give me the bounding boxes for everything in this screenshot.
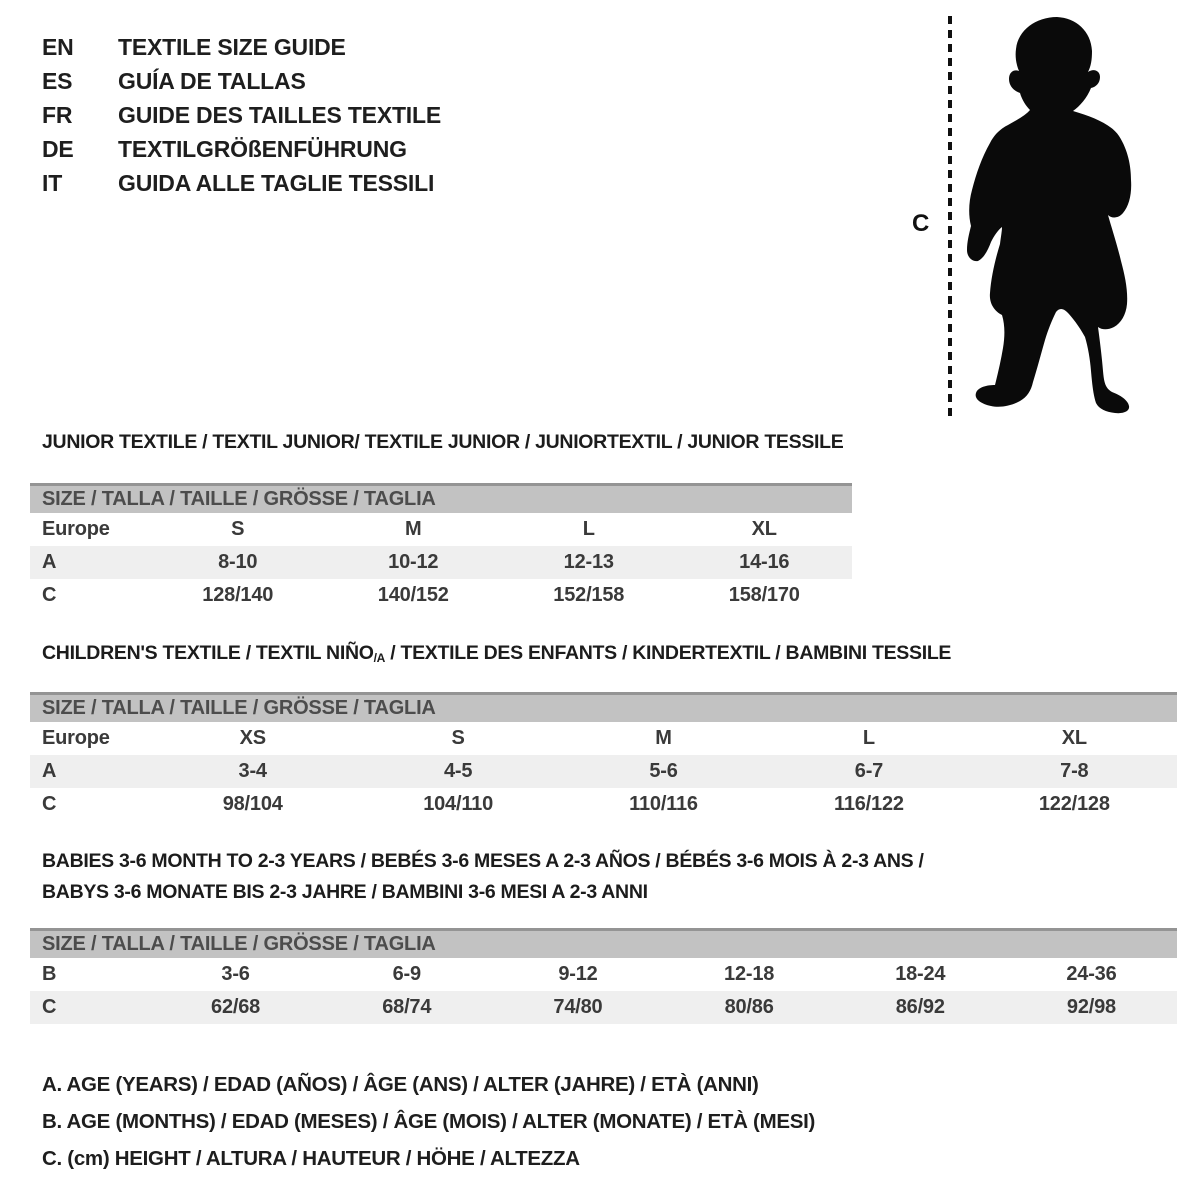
lang-code: EN (42, 34, 74, 60)
toddler-silhouette-icon (963, 14, 1135, 414)
table-cell: M (655, 727, 672, 750)
table-cell: 24-36 (1066, 963, 1117, 985)
section-title: JUNIOR TEXTILE / TEXTIL JUNIOR/ TEXTILE JUNIOR / JUNIORTEXTIL / JUNIOR TESSILE (42, 431, 844, 453)
table-cell: 86/92 (895, 996, 945, 1018)
lang-code: ES (42, 68, 73, 94)
lang-row-es (42, 64, 441, 98)
table-cell: XL (1061, 727, 1087, 750)
size-header-bar: SIZE / TALLA / TAILLE / GRÖSSE / TAGLIA (30, 692, 1177, 722)
table-cell: 128/140 (202, 584, 274, 606)
table-cell: M (405, 518, 422, 540)
table-cell: 12-18 (724, 963, 775, 985)
lang-row-fr (42, 98, 441, 132)
table-cell: 158/170 (728, 584, 800, 606)
table-cell: 140/152 (377, 584, 449, 606)
lang-code: FR (42, 102, 73, 128)
table-cell: S (231, 518, 245, 540)
table-cell: 3-6 (221, 963, 250, 985)
lang-row-it (42, 166, 441, 200)
row-label: A (42, 760, 57, 783)
table-row-age (30, 546, 852, 579)
table-row-age (30, 755, 1177, 788)
children-textile-section (30, 641, 1177, 821)
table-cell: 3-4 (238, 760, 267, 783)
table-cell: 122/128 (1038, 793, 1110, 816)
lang-title: TEXTILGRÖßENFÜHRUNG (118, 136, 407, 162)
size-header-bar: SIZE / TALLA / TAILLE / GRÖSSE / TAGLIA (30, 483, 852, 513)
size-header-bar: SIZE / TALLA / TAILLE / GRÖSSE / TAGLIA (30, 928, 1177, 958)
lang-code: DE (42, 136, 74, 162)
title-line-1: BABIES 3-6 MONTH TO 2-3 YEARS / BEBÉS 3-6 MESES A 2-3 AÑOS / BÉBÉS 3-6 MOIS À 2-3 ANS / (42, 850, 924, 872)
lang-title: GUIDA ALLE TAGLIE TESSILI (118, 170, 435, 196)
table-row-age-months (30, 958, 1177, 991)
row-label: C (42, 996, 57, 1018)
section-title (30, 846, 1177, 908)
height-measure-dashed-line (948, 16, 952, 416)
row-label: A (42, 551, 57, 573)
table-cell: 4-5 (443, 760, 473, 783)
legend-item-c: C. (cm) HEIGHT / ALTURA / HAUTEUR / HÖHE / ALTEZZA (42, 1147, 580, 1170)
table-cell: 10-12 (388, 551, 439, 573)
row-label: C (42, 793, 57, 816)
legend-item-a: A. AGE (YEARS) / EDAD (AÑOS) / ÂGE (ANS) / ALTER (JAHRE) / ETÀ (ANNI) (42, 1073, 759, 1096)
table-cell: 8-10 (218, 551, 258, 573)
section-title (30, 641, 1177, 670)
title-part: CHILDREN'S TEXTILE / TEXTIL NIÑO (42, 642, 374, 664)
lang-title: TEXTILE SIZE GUIDE (118, 34, 346, 60)
row-label: B (42, 963, 57, 985)
lang-row-de (42, 132, 441, 166)
table-cell: 9-12 (558, 963, 598, 985)
table-cell: 68/74 (382, 996, 432, 1018)
row-label: Europe (42, 518, 110, 540)
row-label: Europe (42, 727, 110, 750)
lang-row-en (42, 30, 441, 64)
lang-code: IT (42, 170, 63, 196)
table-cell: 12-13 (563, 551, 614, 573)
table-row-height (30, 991, 1177, 1024)
table-cell: XL (751, 518, 777, 540)
lang-title: GUÍA DE TALLAS (118, 68, 306, 94)
table-row-height (30, 579, 852, 612)
height-measure-label: C (912, 210, 930, 237)
table-row-height (30, 788, 1177, 821)
table-cell: 104/110 (423, 793, 493, 816)
table-row-europe (30, 513, 852, 546)
legend-item-b: B. AGE (MONTHS) / EDAD (MESES) / ÂGE (MOIS) / ALTER (MONATE) / ETÀ (MESI) (42, 1110, 816, 1133)
table-cell: 80/86 (724, 996, 774, 1018)
table-cell: 5-6 (649, 760, 678, 783)
table-row-europe (30, 722, 1177, 755)
table-cell: L (582, 518, 595, 540)
table-cell: 14-16 (739, 551, 790, 573)
row-label: C (42, 584, 57, 606)
measurement-legend (42, 1066, 815, 1177)
table-cell: 7-8 (1060, 760, 1089, 783)
table-cell: S (451, 727, 465, 750)
table-cell: 152/158 (553, 584, 625, 606)
table-cell: 6-9 (392, 963, 421, 985)
table-cell: 6-7 (854, 760, 884, 783)
table-cell: 110/116 (629, 793, 698, 816)
junior-textile-section (30, 430, 852, 612)
table-cell: L (862, 727, 875, 750)
table-cell: 116/122 (834, 793, 904, 816)
language-header (42, 30, 441, 200)
title-line-2: BABYS 3-6 MONATE BIS 2-3 JAHRE / BAMBINI 3-6 MESI A 2-3 ANNI (42, 881, 648, 903)
table-cell: 62/68 (211, 996, 261, 1018)
table-cell: 18-24 (895, 963, 946, 985)
table-cell: 74/80 (553, 996, 603, 1018)
title-subscript: /A (373, 651, 386, 666)
table-cell: 92/98 (1066, 996, 1116, 1018)
babies-textile-section (30, 846, 1177, 1024)
lang-title: GUIDE DES TAILLES TEXTILE (118, 102, 441, 128)
table-cell: XS (239, 727, 266, 750)
title-part: / TEXTILE DES ENFANTS / KINDERTEXTIL / BAMBINI TESSILE (385, 642, 952, 664)
table-cell: 98/104 (222, 793, 283, 816)
